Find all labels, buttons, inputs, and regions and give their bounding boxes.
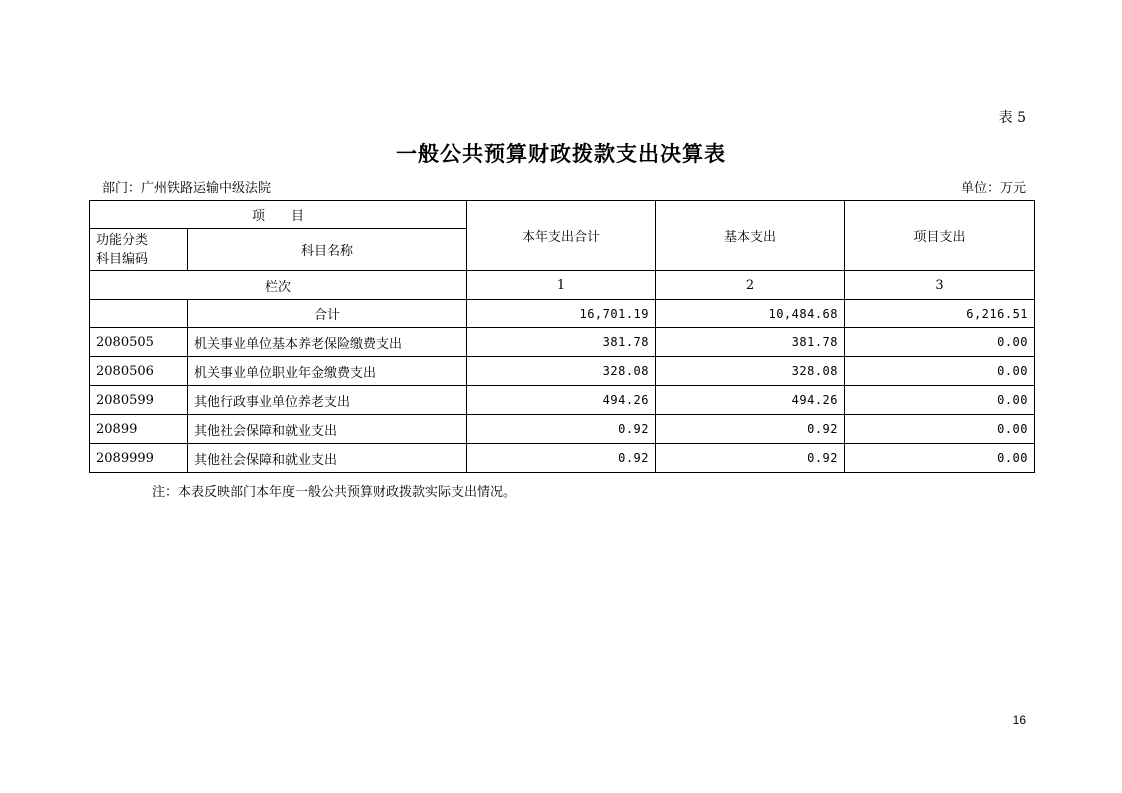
row-project: 0.00 — [845, 386, 1035, 415]
row-code: 2080599 — [90, 386, 188, 415]
row-project: 0.00 — [845, 357, 1035, 386]
row-project: 0.00 — [845, 415, 1035, 444]
table-row — [90, 386, 1035, 415]
code-header-line2: 科目编码 — [96, 251, 149, 267]
code-header-line1: 功能分类 — [96, 232, 149, 248]
budget-table — [89, 200, 1035, 473]
row-basic: 381.78 — [656, 328, 845, 357]
table-row — [90, 415, 1035, 444]
table-row — [90, 328, 1035, 357]
index-1: 1 — [467, 271, 656, 300]
row-name: 其他行政事业单位养老支出 — [188, 386, 467, 415]
table-number: 表 5 — [998, 110, 1026, 126]
sum-total: 16,701.19 — [467, 300, 656, 328]
table-row — [90, 357, 1035, 386]
unit-label: 单位：万元 — [960, 181, 1026, 196]
row-code: 20899 — [90, 415, 188, 444]
department-label: 部门：广州铁路运输中级法院 — [102, 181, 272, 196]
row-basic: 0.92 — [656, 415, 845, 444]
row-total: 494.26 — [467, 386, 656, 415]
row-name: 其他社会保障和就业支出 — [188, 415, 467, 444]
sum-project: 6,216.51 — [845, 300, 1035, 328]
row-code: 2089999 — [90, 444, 188, 473]
index-3: 3 — [845, 271, 1035, 300]
index-2: 2 — [656, 271, 845, 300]
row-name: 机关事业单位职业年金缴费支出 — [188, 357, 467, 386]
total-header: 本年支出合计 — [467, 201, 656, 271]
code-header — [90, 229, 188, 271]
table-note: 注：本表反映部门本年度一般公共预算财政拨款实际支出情况。 — [152, 485, 517, 500]
row-basic: 328.08 — [656, 357, 845, 386]
row-project: 0.00 — [845, 328, 1035, 357]
row-code: 2080505 — [90, 328, 188, 357]
sum-label: 合计 — [188, 300, 467, 328]
row-total: 0.92 — [467, 415, 656, 444]
page-number: 16 — [1012, 713, 1026, 727]
basic-header: 基本支出 — [656, 201, 845, 271]
row-name: 机关事业单位基本养老保险缴费支出 — [188, 328, 467, 357]
header-row-1 — [90, 201, 1035, 229]
sum-basic: 10,484.68 — [656, 300, 845, 328]
row-basic: 0.92 — [656, 444, 845, 473]
name-header: 科目名称 — [188, 229, 467, 271]
table-row — [90, 444, 1035, 473]
row-project: 0.00 — [845, 444, 1035, 473]
row-total: 0.92 — [467, 444, 656, 473]
item-header: 项 目 — [90, 201, 467, 229]
index-label: 栏次 — [90, 271, 467, 300]
sum-code-cell — [90, 300, 188, 328]
sum-row — [90, 300, 1035, 328]
row-code: 2080506 — [90, 357, 188, 386]
page-title: 一般公共预算财政拨款支出决算表 — [396, 141, 726, 166]
row-total: 328.08 — [467, 357, 656, 386]
row-basic: 494.26 — [656, 386, 845, 415]
project-header: 项目支出 — [845, 201, 1035, 271]
index-row — [90, 271, 1035, 300]
row-name: 其他社会保障和就业支出 — [188, 444, 467, 473]
row-total: 381.78 — [467, 328, 656, 357]
